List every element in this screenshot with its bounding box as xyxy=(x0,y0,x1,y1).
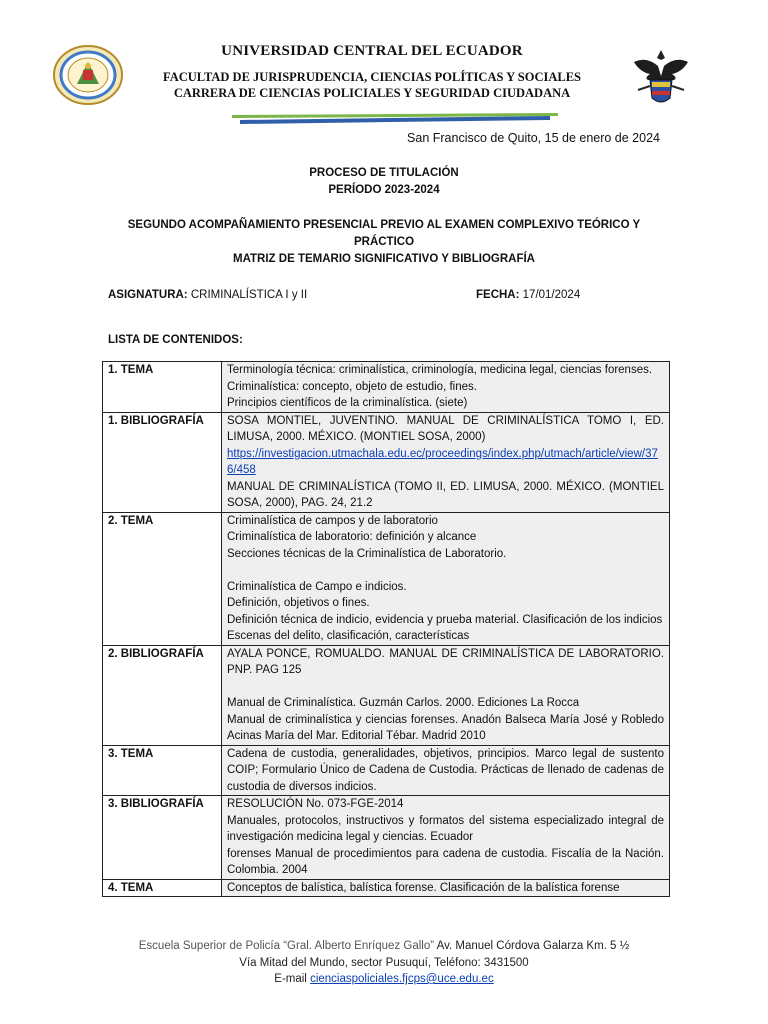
content-line: Cadena de custodia, generalidades, objetivos, principios. Marco legal de sustento COIP; Formulario Único de Cadena de Custodia. Prácticas de llenado de cadenas de custodia de diversos indicios. xyxy=(227,747,664,793)
document-title-block xyxy=(112,217,656,268)
table-row xyxy=(103,412,670,512)
subject-line xyxy=(108,289,660,301)
table-row xyxy=(103,362,670,413)
row-key: 2. TEMA xyxy=(103,512,222,645)
contents-label: LISTA DE CONTENIDOS: xyxy=(108,334,243,346)
career-name: CARRERA DE CIENCIAS POLICIALES Y SEGURIDAD CIUDADANA xyxy=(173,86,571,100)
content-line: Criminalística de campos y de laboratorio xyxy=(227,514,438,527)
date-label: FECHA: xyxy=(476,289,520,301)
reference-line xyxy=(227,446,664,479)
row-content xyxy=(222,362,670,413)
content-line: Criminalística de Campo e indicios. xyxy=(227,580,407,593)
table-row xyxy=(103,645,670,745)
content-line: Criminalística de laboratorio: definición y alcance xyxy=(227,531,477,543)
content-line xyxy=(227,562,664,579)
footer-email-line xyxy=(0,971,768,988)
row-content xyxy=(222,879,670,897)
content-line: Definición técnica de indicio, evidencia y prueba material. Clasificación de los indicios xyxy=(227,613,663,626)
row-content xyxy=(222,745,670,796)
content-line: Secciones técnicas de la Criminalística de Laboratorio. xyxy=(227,547,507,560)
footer-email-link[interactable]: cienciaspoliciales.fjcps@uce.edu.ec xyxy=(310,973,494,985)
faculty-name: FACULTAD DE JURISPRUDENCIA, CIENCIAS POLÍTICAS Y SOCIALES xyxy=(162,70,582,84)
content-line xyxy=(227,679,664,696)
subject-value: CRIMINALÍSTICA I y II xyxy=(190,289,308,301)
row-key: 1. BIBLIOGRAFÍA xyxy=(103,412,222,512)
content-line: Manual de Criminalística. Guzmán Carlos. 2000. Ediciones La Rocca xyxy=(227,697,580,709)
row-content xyxy=(222,512,670,645)
row-key: 1. TEMA xyxy=(103,362,222,413)
row-content xyxy=(222,796,670,880)
content-line: RESOLUCIÓN No. 073-FGE-2014 xyxy=(227,798,404,810)
contents-table xyxy=(102,361,670,897)
date-field xyxy=(476,289,580,301)
date-line: San Francisco de Quito, 15 de enero de 2024 xyxy=(407,131,660,145)
row-key: 4. TEMA xyxy=(103,879,222,897)
row-key: 2. BIBLIOGRAFÍA xyxy=(103,645,222,745)
content-line: AYALA PONCE, ROMUALDO. MANUAL DE CRIMINALÍSTICA DE LABORATORIO. PNP. PAG 125 xyxy=(227,647,664,676)
header-decorative-stripe xyxy=(230,111,560,127)
table-row xyxy=(103,796,670,880)
content-line: Manuales, protocolos, instructivos y formatos del sistema especializado integral de investigación medicina legal y ciencias. Ecuador xyxy=(227,814,664,843)
document-title-line3: MATRIZ DE TEMARIO SIGNIFICATIVO Y BIBLIOGRAFÍA xyxy=(233,253,535,265)
process-title: PROCESO DE TITULACIÓN xyxy=(309,167,459,179)
content-line: Conceptos de balística, balística forense. Clasificación de la balística forense xyxy=(227,881,620,894)
row-key: 3. TEMA xyxy=(103,745,222,796)
university-name: UNIVERSIDAD CENTRAL DEL ECUADOR xyxy=(221,43,523,59)
content-line: Manual de criminalística y ciencias forenses. Anadón Balseca María José y Robledo Acinas María del Mar. Editorial Tébar. Madrid 2010 xyxy=(227,713,664,742)
row-key: 3. BIBLIOGRAFÍA xyxy=(103,796,222,880)
subject-label: ASIGNATURA: xyxy=(108,289,188,301)
reference-link[interactable]: https://investigacion.utmachala.edu.ec/proceedings/index.php/utmach/article/view/376/458 xyxy=(227,447,658,476)
footer-school: Escuela Superior de Policía “Gral. Alberto Enríquez Gallo” xyxy=(138,940,435,952)
content-line: Definición, objetivos o fines. xyxy=(227,597,370,609)
content-line: forenses Manual de procedimientos para cadena de custodia. Fiscalía de la Nación. Colombia. 2004 xyxy=(227,847,664,876)
process-block xyxy=(0,165,768,199)
content-line: Principios científicos de la criminalística. (siete) xyxy=(227,397,468,409)
row-content xyxy=(222,412,670,512)
content-line: Criminalística: concepto, objeto de estudio, fines. xyxy=(227,380,477,393)
footer xyxy=(0,938,768,988)
process-period: PERÍODO 2023-2024 xyxy=(328,184,440,196)
footer-email-label: E-mail xyxy=(274,973,311,985)
table-row xyxy=(103,745,670,796)
footer-address2: Vía Mitad del Mundo, sector Pusuquí, Teléfono: 3431500 xyxy=(239,956,529,969)
content-line: MANUAL DE CRIMINALÍSTICA (TOMO II, ED. LIMUSA, 2000. MÉXICO. (MONTIEL SOSA, 2000), PAG. 24, 21.2 xyxy=(227,480,664,509)
faculty-block xyxy=(0,69,744,101)
document-title-line2: PRÁCTICO xyxy=(353,236,415,248)
footer-address1: Av. Manuel Córdova Galarza Km. 5 ½ xyxy=(434,940,630,952)
row-content xyxy=(222,645,670,745)
content-line: SOSA MONTIEL, JUVENTINO. MANUAL DE CRIMINALÍSTICA TOMO I, ED. LIMUSA, 2000. MÉXICO. (MONTIEL SOSA, 2000) xyxy=(227,414,664,443)
document-title-line1: SEGUNDO ACOMPAÑAMIENTO PRESENCIAL PREVIO AL EXAMEN COMPLEXIVO TEÓRICO Y xyxy=(127,219,641,231)
date-value: 17/01/2024 xyxy=(522,289,581,301)
table-row xyxy=(103,879,670,897)
footer-line1 xyxy=(0,938,768,955)
table-row xyxy=(103,512,670,645)
content-line: Terminología técnica: criminalística, criminología, medicina legal, ciencias forenses. xyxy=(227,364,653,376)
content-line: Escenas del delito, clasificación, características xyxy=(227,630,470,642)
